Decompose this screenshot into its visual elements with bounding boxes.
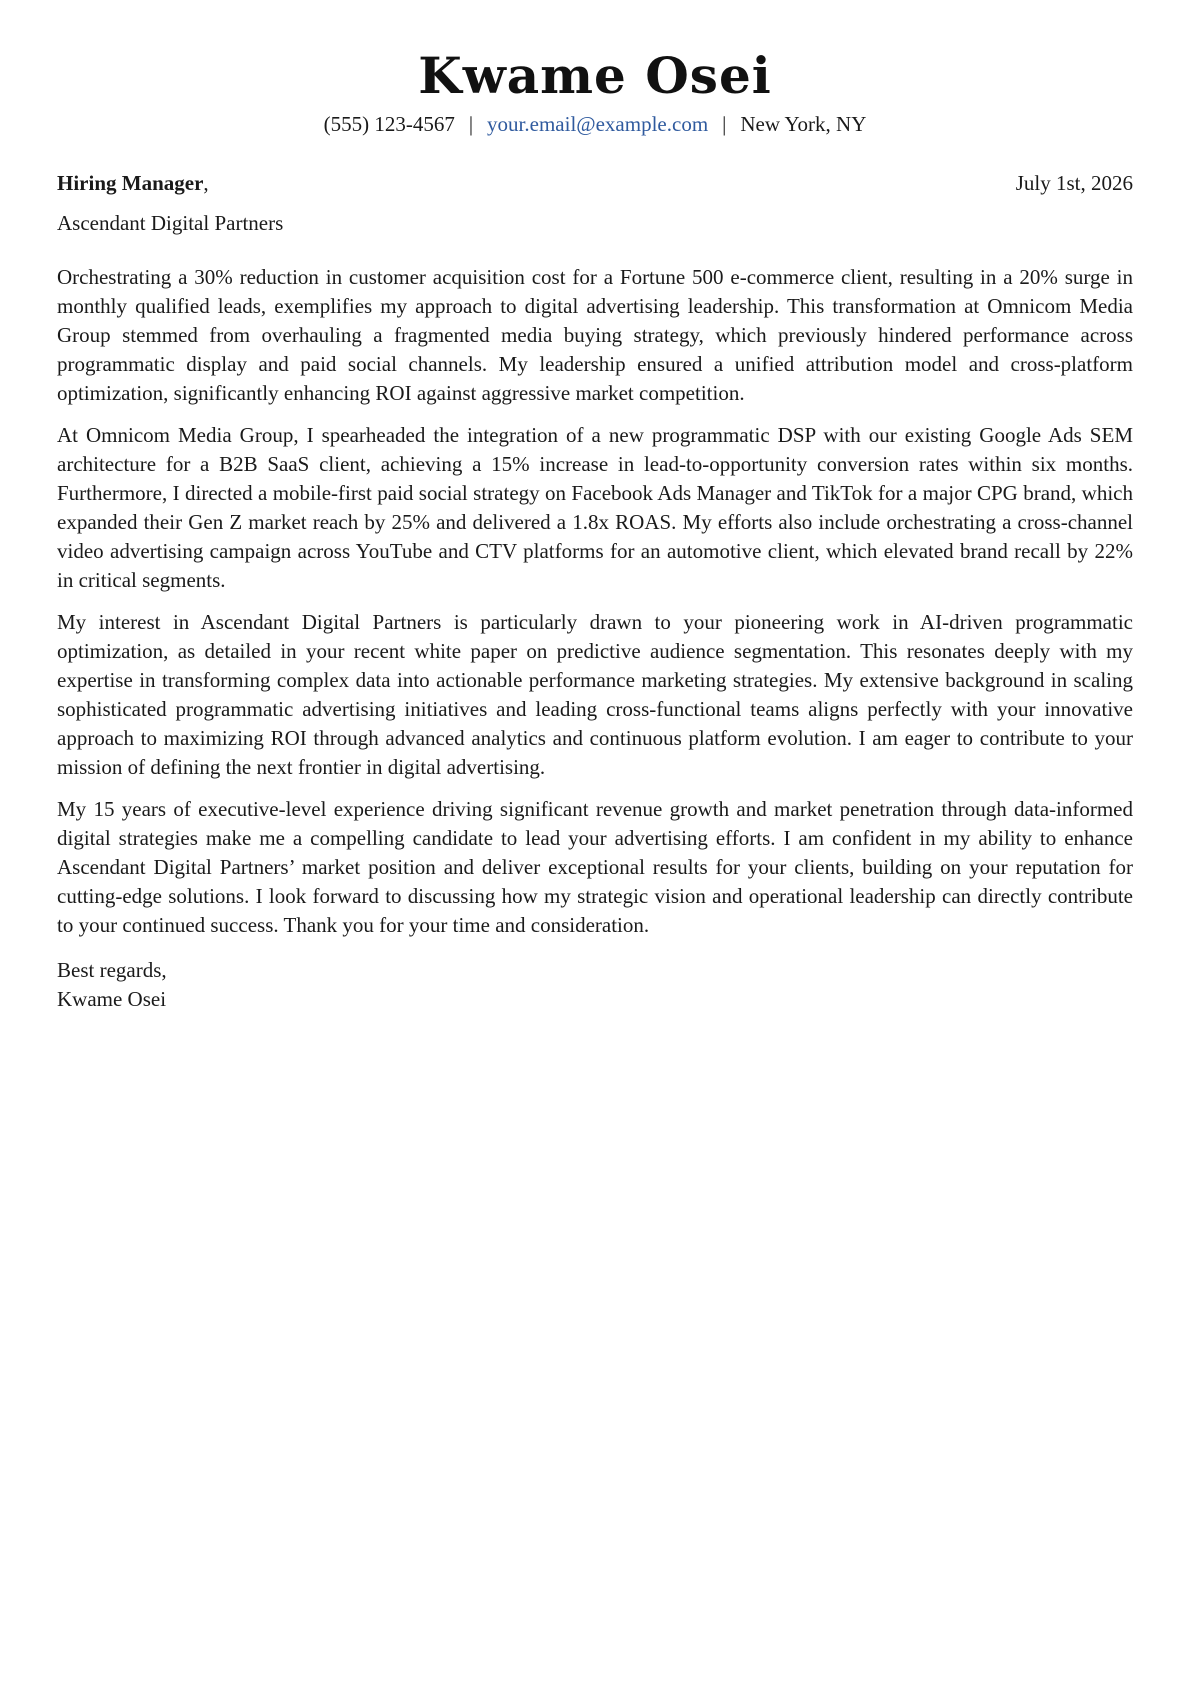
body-paragraph: Orchestrating a 30% reduction in customer acquisition cost for a Fortune 500 e-commerce client, resulting in a 20% surge in monthly qualified leads, exemplifies my approach to digital advertising leadership. This transformation at Omnicom Media Group stemmed from overhauling a fragmented media buying strategy, which previously hindered performance across programmatic display and paid social channels. My leadership ensured a unified attribution model and cross-platform optimization, significantly enhancing ROI against aggressive market competition.	[57, 265, 1133, 405]
contact-separator: |	[722, 112, 727, 136]
contact-line	[57, 110, 1133, 138]
signature-name: Kwame Osei	[57, 987, 167, 1011]
letter-date: July 1st, 2026	[1015, 171, 1133, 195]
recipient-line	[57, 169, 209, 197]
recipient-suffix: ,	[203, 171, 209, 195]
body-paragraph: My 15 years of executive-level experience driving significant revenue growth and market penetration through data-informed digital strategies make me a compelling candidate to lead your advertising efforts. I am confident in my ability to enhance Ascendant Digital Partners’ market position and deliver exceptional results for your clients, building on your reputation for cutting-edge solutions. I look forward to discussing how my strategic vision and operational leadership can directly contribute to your continued success. Thank you for your time and consideration.	[57, 797, 1133, 937]
recipient-date-row	[57, 169, 1133, 197]
contact-separator: |	[468, 112, 474, 136]
email-link[interactable]: your.email@example.com	[487, 112, 709, 136]
closing-salutation: Best regards,	[57, 958, 167, 982]
phone-number: (555) 123-4567	[323, 112, 455, 136]
body-paragraph: At Omnicom Media Group, I spearheaded the integration of a new programmatic DSP with our existing Google Ads SEM architecture for a B2B SaaS client, achieving a 15% increase in lead-to-opportunity conversion rates within six months. Furthermore, I directed a mobile-first paid social strategy on Facebook Ads Manager and TikTok for a major CPG brand, which expanded their Gen Z market reach by 25% and delivered a 1.8x ROAS. My efforts also include orchestrating a cross-channel video advertising campaign across YouTube and CTV platforms for an automotive client, which elevated brand recall by 22% in critical segments.	[57, 423, 1133, 592]
cover-letter-page	[57, 0, 1133, 1014]
body-paragraph: My interest in Ascendant Digital Partners is particularly drawn to your pioneering work in AI-driven programmatic optimization, as detailed in your recent white paper on predictive audience segmentation. This resonates deeply with my expertise in transforming complex data into actionable performance marketing strategies. My extensive background in scaling sophisticated programmatic advertising initiatives and leading cross-functional teams aligns perfectly with your innovative approach to maximizing ROI through advanced analytics and continuous platform evolution. I am eager to contribute to your mission of defining the next frontier in digital advertising.	[57, 610, 1133, 779]
applicant-name: Kwame Osei	[418, 46, 772, 105]
recipient-company: Ascendant Digital Partners	[57, 211, 284, 235]
location: New York, NY	[740, 112, 867, 136]
letter-closing	[57, 956, 1133, 1014]
recipient-name: Hiring Manager	[57, 171, 204, 195]
letter-body	[57, 263, 1133, 940]
